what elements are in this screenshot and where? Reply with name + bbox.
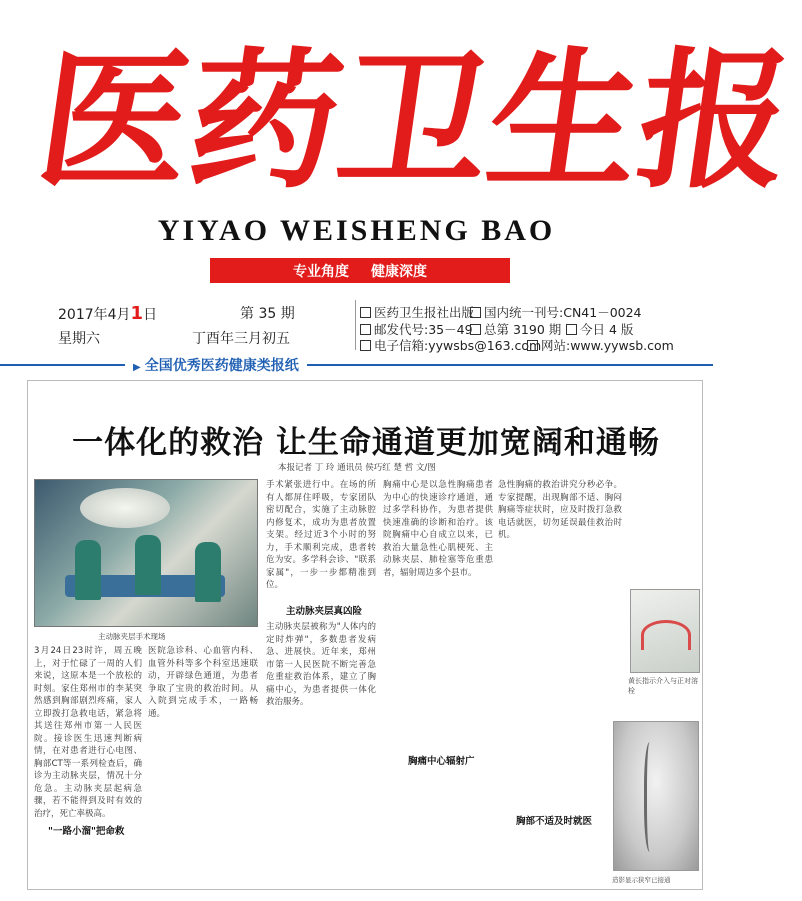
slogan-2: 健康深度 — [371, 263, 427, 280]
photo2-caption: 黄长指示介入与正对溶栓 — [628, 677, 698, 695]
tagline: ▶ 全国优秀医药健康类报纸 — [125, 355, 307, 375]
subhead-4: 胸部不适及时就医 — [516, 816, 593, 827]
newspaper-pinyin: YIYAO WEISHENG BAO — [157, 214, 556, 247]
date-prefix: 2017年4月 — [58, 307, 131, 323]
article-column-4: 胸痛中心是以急性胸痛患者为中心的快速诊疗通道，通过多学科协作，为患者提供快速准确的诊断和治疗。该院胸痛中心自成立以来，已救治大量急性心肌梗死、主动脉夹层、肺栓塞等危重患者，辐射周边多个县市。 — [383, 480, 493, 578]
lead-article — [27, 380, 703, 890]
cn-number: 国内统一刊号:CN41－0024 — [470, 303, 642, 321]
article-column-1a: 3月24日23时许，周五晚上，对于忙碌了一周的人们来说，这原本是一个放松的时刻。家住郑州市的李某突然感到胸部剧烈疼痛，家人立即拨打急救电话，紧急将其送往郑州市第一人民医院。接诊医生迅速判断病情，在对患者进行心电图、胸部CT等一系列检查后，确诊为主动脉夹层，情况十分危急。主动脉夹层起病急骤，若不能得到及时有效的治疗，死亡率极高。 — [34, 646, 142, 819]
article-column-5: 急性胸痛的救治讲究分秒必争。专家提醒，出现胸部不适、胸闷胸痛等症状时，应及时拨打急救电话就医，切勿延误最佳救治时机。 — [498, 480, 622, 540]
angiography-photo — [613, 721, 699, 871]
subhead-1: "一路小溜"把命救 — [48, 826, 125, 837]
logo-char: 医 — [27, 32, 203, 209]
article-headline: 一体化的救治 让生命通道更加宽阔和通畅 — [72, 425, 660, 461]
postal-code: 邮发代号:35－49 — [360, 320, 473, 338]
logo-char: 生 — [477, 32, 653, 209]
slogan-bar — [210, 258, 510, 283]
tagline-rule — [0, 364, 713, 366]
article-byline: 本报记者 丁 玲 通讯员 侯巧红 楚 哲 文/图 — [278, 463, 436, 473]
article-column-1b: 医院急诊科、心血管内科、血管外科等多个科室迅速联动，开辟绿色通道，为患者争取了宝贵的救治时间。从入院到完成手术，一路畅通。 — [148, 646, 258, 719]
photo1-caption: 主动脉夹层手术现场 — [98, 632, 166, 641]
info-divider — [355, 300, 356, 350]
subhead-2: 主动脉夹层真凶险 — [286, 606, 363, 617]
lunar-date: 丁酉年三月初五 — [192, 331, 290, 347]
article-column-2: 手术紧张进行中。在场的所有人都屏住呼吸，专家团队密切配合，实施了主动脉腔内修复术，成功为患者放置支架。经过近3个小时的努力，手术顺利完成，患者转危为安。多学科会诊、"联系家属"，一步一步都精准到位。 — [266, 480, 376, 590]
weekday: 星期六 — [58, 331, 100, 347]
issue-date — [58, 303, 157, 324]
newspaper-logo — [27, 28, 802, 213]
article-column-3: 主动脉夹层被称为"人体内的定时炸弹"，多数患者发病急、进展快。近年来，郑州市第一人民医院不断完善急危重症救治体系，建立了胸痛中心，为患者提供一体化救治服务。 — [266, 622, 376, 707]
masthead — [0, 0, 802, 290]
date-day: 1 — [130, 303, 144, 324]
publisher: 医药卫生报社出版 — [360, 303, 474, 321]
catheter-shape — [641, 620, 691, 650]
surgery-photo — [34, 479, 258, 627]
tagline-row — [0, 355, 713, 375]
surgical-lamp — [80, 488, 170, 528]
vessel-shape — [644, 742, 658, 852]
photo3-caption: 造影显示狭窄已接通 — [612, 876, 671, 884]
catheter-photo — [630, 589, 700, 673]
date-suffix: 日 — [143, 307, 158, 323]
surgeon-figure — [75, 540, 101, 600]
subhead-3: 胸痛中心辐射广 — [408, 756, 475, 767]
total-issue: 总第 3190 期 — [470, 320, 561, 338]
email[interactable]: 电子信箱:yywsbs@163.com — [360, 336, 541, 354]
page-count: 今日 4 版 — [566, 320, 633, 338]
surgeon-figure — [195, 542, 221, 602]
logo-char: 卫 — [327, 32, 503, 209]
logo-char: 报 — [627, 32, 802, 209]
logo-char: 药 — [177, 32, 353, 209]
issue-number: 第 35 期 — [240, 306, 295, 322]
surgeon-figure — [135, 535, 161, 595]
website[interactable]: 网站:www.yywsb.com — [527, 336, 674, 354]
slogan-1: 专业角度 — [293, 263, 349, 280]
